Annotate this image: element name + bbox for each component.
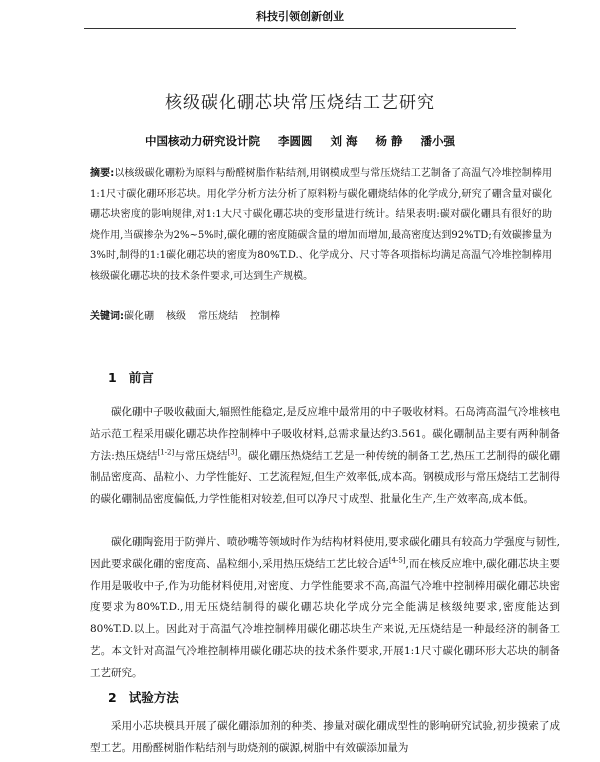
section-heading-methods [108, 688, 179, 706]
section-number: 1 [108, 370, 117, 385]
section-number: 2 [108, 690, 117, 705]
abstract-label: 摘要: [90, 168, 115, 179]
body-paragraph [90, 716, 560, 760]
paragraph-text: 碳化硼中子吸收截面大,辐照性能稳定,是反应堆中最常用的中子吸收材料。石岛湾高温气冷堆核电站示范工程采用碳化硼芯块作控制棒中子吸收材料,总需求量达约3.561。碳化硼制品主要有两种制备方法:热压烧结 [90, 406, 560, 462]
body-paragraph [90, 402, 560, 511]
keywords-label: 关键词: [90, 311, 124, 322]
header-rule [84, 28, 516, 29]
author-name: 杨 静 [375, 134, 403, 148]
paragraph-text: 。碳化硼压热烧结工艺是一种传统的制备工艺,热压工艺制得的碳化硼制品密度高、晶粒小、力学性能好、工艺流程短,但生产效率低,成本高。钢模成形与常压烧结工艺制得的碳化硼制品密度偏低,力学性能相对较差,但可以净尺寸成型、批量化生产,生产效率高,成本低。 [90, 449, 560, 506]
section-title: 前言 [128, 370, 154, 385]
paragraph-text: ,而在核反应堆中,碳化硼芯块主要作用是吸收中子,作为功能材料使用,对密度、力学性能要求不高,高温气冷堆中控制棒用碳化硼芯块密度要求为80%T.D.,用无压烧结制得的碳化硼芯块化学成分完全能满足核级纯要求,密度能达到80%T.D.以上。因此对于高温气冷堆控制棒用碳化硼芯块生产来说,无压烧结是一种最经济的制备工艺。本文针对高温气冷堆控制棒用碳化硼芯块的技术条件要求,开展1:1尺寸碳化硼环形大芯块的制备工艺研究。 [90, 557, 560, 679]
paragraph-text: 采用小芯块模具开展了碳化硼添加剂的种类、掺量对碳化硼成型性的影响研究试验,初步摸索了成型工艺。用酚醛树脂作粘结剂与助烧剂的碳源,树脂中有效碳添加量为 [90, 720, 560, 754]
keyword: 碳化硼 [124, 311, 154, 322]
paragraph-text: 与常压烧结 [174, 449, 228, 462]
section-heading-introduction [108, 368, 154, 386]
author-name: 李圆圆 [277, 134, 313, 148]
citation: [3] [227, 448, 238, 457]
keyword: 常压烧结 [198, 311, 238, 322]
paragraph-text: 碳化硼陶瓷用于防弹片、喷砂嘴等领域时作为结构材料使用,要求碳化硼具有较高力学强度与韧性,因此要求碳化硼的密度高、晶粒细小,采用热压烧结工艺比较合适 [90, 536, 560, 570]
abstract [90, 164, 552, 287]
running-head: 科技引领创新创业 [256, 10, 344, 23]
affiliation: 中国核动力研究设计院 [144, 134, 260, 148]
body-paragraph [90, 532, 560, 685]
abstract-text: 以核级碳化硼粉为原料与酚醛树脂作粘结剂,用钢模成型与常压烧结工艺制备了高温气冷堆控制棒用1:1尺寸碳化硼环形芯块。用化学分析方法分析了原料粉与碳化硼烧结体的化学成分,研究了硼含量对碳化硼芯块密度的影响规律,对1:1大尺寸碳化硼芯块的变形量进行统计。结果表明:碳对碳化硼具有很好的助烧作用,当碳掺杂为2%~5%时,碳化硼的密度随碳含量的增加而增加,最高密度达到92%TD;有效碳掺量为3%时,制得的1:1碳化硼芯块的密度为80%T.D.、化学成分、尺寸等各项指标均满足高温气冷堆控制棒用核级碳化硼芯块的技术条件要求,可达到生产规模。 [90, 168, 553, 282]
section-title: 试验方法 [128, 690, 179, 705]
author-name: 刘 海 [330, 134, 358, 148]
keyword: 核级 [166, 311, 186, 322]
keyword: 控制棒 [250, 311, 280, 322]
citation: [4-5] [388, 556, 406, 565]
author-name: 潘小强 [420, 134, 456, 148]
keywords [90, 308, 552, 326]
paper-title: 核级碳化硼芯块常压烧结工艺研究 [165, 93, 435, 113]
citation: [1-2] [157, 448, 175, 457]
author-line [0, 133, 600, 149]
